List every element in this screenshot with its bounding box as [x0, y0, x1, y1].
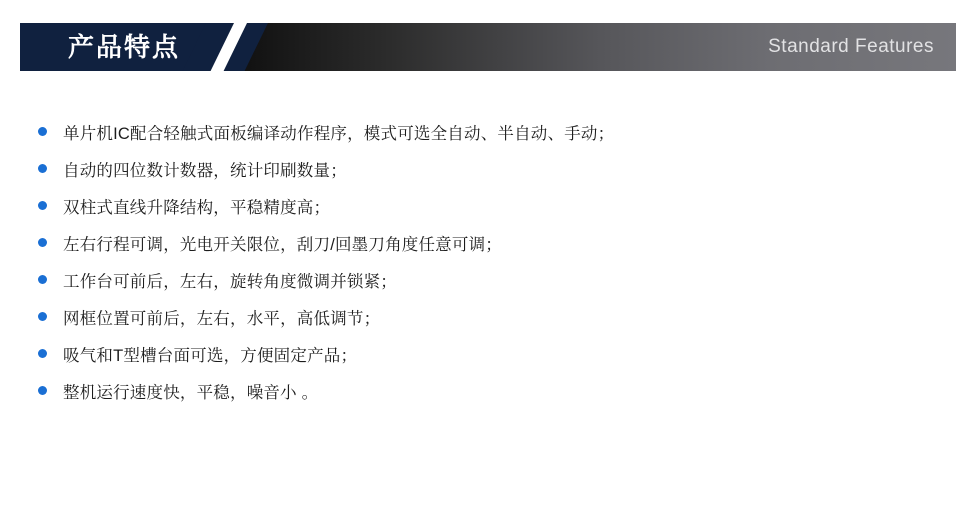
bullet-icon	[38, 127, 47, 136]
list-item	[20, 271, 956, 308]
bullet-icon	[38, 349, 47, 358]
feature-text: 吸气和T型槽台面可选，方便固定产品；	[63, 347, 358, 365]
list-item	[20, 197, 956, 234]
list-item	[20, 345, 956, 382]
feature-text: 单片机IC配合轻触式面板编译动作程序，模式可选全自动、半自动、手动；	[63, 125, 615, 143]
list-item	[20, 123, 956, 160]
section-title-english: Standard Features	[768, 36, 934, 57]
list-item	[20, 234, 956, 271]
section-title-chinese: 产品特点	[68, 32, 181, 62]
list-item	[20, 382, 956, 419]
list-item	[20, 160, 956, 197]
bullet-icon	[38, 386, 47, 395]
bullet-icon	[38, 312, 47, 321]
feature-text: 整机运行速度快，平稳，噪音小 。	[63, 384, 319, 402]
feature-text: 左右行程可调，光电开关限位，刮刀/回墨刀角度任意可调；	[63, 236, 502, 254]
feature-text: 网框位置可前后，左右，水平，高低调节；	[63, 310, 381, 328]
feature-list	[20, 123, 956, 419]
section-header	[20, 23, 956, 71]
feature-text: 双柱式直线升降结构，平稳精度高；	[63, 199, 331, 217]
feature-text: 自动的四位数计数器，统计印刷数量；	[63, 162, 347, 180]
bullet-icon	[38, 164, 47, 173]
feature-text: 工作台可前后，左右，旋转角度微调并锁紧；	[63, 273, 397, 291]
bullet-icon	[38, 201, 47, 210]
feature-slide	[0, 23, 976, 506]
list-item	[20, 308, 956, 345]
bullet-icon	[38, 275, 47, 284]
bullet-icon	[38, 238, 47, 247]
